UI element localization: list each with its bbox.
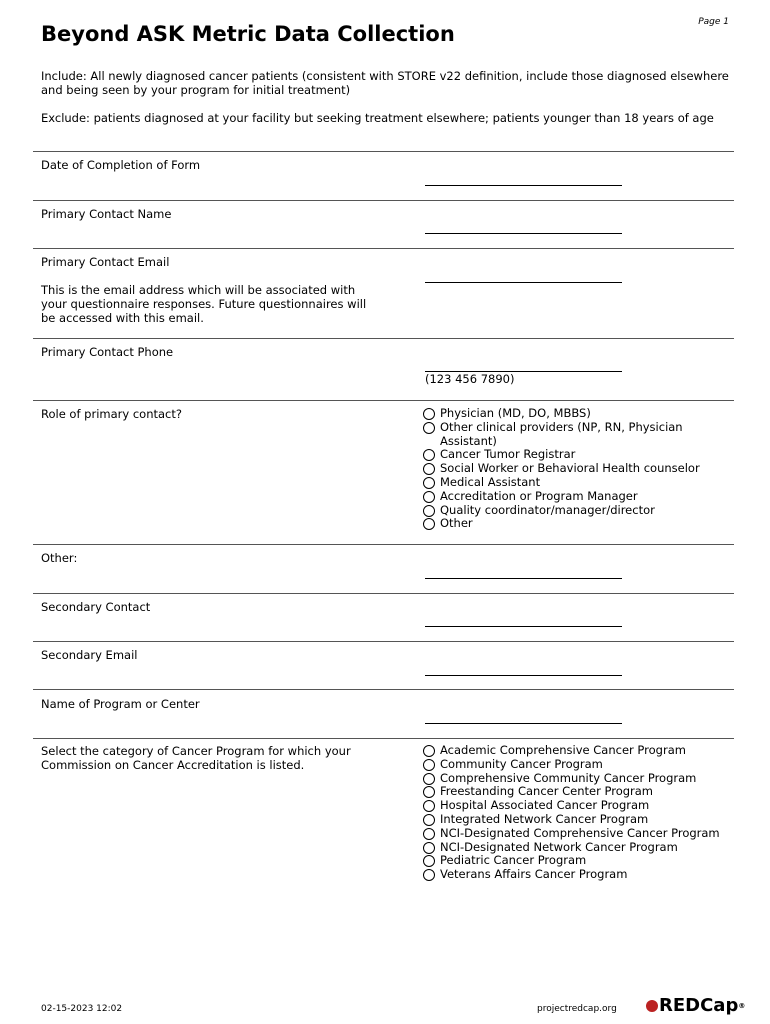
primary-email-label: Primary Contact Email [41,255,170,269]
footer-url: projectredcap.org [537,1004,617,1014]
redcap-logo [646,995,745,1016]
category-option[interactable]: NCI-Designated Comprehensive Cancer Program [423,827,733,841]
form-title: Beyond ASK Metric Data Collection [41,22,455,46]
radio-circle-icon[interactable] [423,828,435,840]
logo-text: REDCap [659,995,739,1016]
category-option[interactable]: Pediatric Cancer Program [423,854,733,868]
category-option[interactable]: Academic Comprehensive Cancer Program [423,744,733,758]
category-option[interactable]: Freestanding Cancer Center Program [423,785,733,799]
role-option[interactable]: Cancer Tumor Registrar [423,448,733,462]
phone-format-hint: (123 456 7890) [425,372,515,386]
page-number: Page 1 [698,17,729,27]
divider [33,338,734,339]
category-option[interactable]: Comprehensive Community Cancer Program [423,772,733,786]
secondary-email-label: Secondary Email [41,648,138,662]
role-radio-group [423,407,733,531]
program-name-label: Name of Program or Center [41,697,200,711]
radio-circle-icon[interactable] [423,463,435,475]
primary-email-note: This is the email address which will be associated with your questionnaire responses. Future questionnaires will be accessed with this email. [41,283,367,325]
category-option[interactable]: Veterans Affairs Cancer Program [423,868,733,882]
radio-circle-icon[interactable] [423,773,435,785]
secondary-contact-label: Secondary Contact [41,600,151,614]
divider [33,248,734,249]
category-option[interactable]: Hospital Associated Cancer Program [423,799,733,813]
primary-email-field[interactable] [425,282,622,283]
footer-timestamp: 02-15-2023 12:02 [41,1004,123,1014]
category-option[interactable]: NCI-Designated Network Cancer Program [423,841,733,855]
include-criteria: Include: All newly diagnosed cancer patients (consistent with STORE v22 definition, include those diagnosed elsewhere and being seen by your program for initial treatment) [41,69,729,97]
radio-circle-icon[interactable] [423,745,435,757]
date-completion-label: Date of Completion of Form [41,158,201,172]
radio-circle-icon[interactable] [423,842,435,854]
divider [33,689,734,690]
category-option[interactable]: Integrated Network Cancer Program [423,813,733,827]
primary-name-field[interactable] [425,233,622,234]
role-option[interactable]: Medical Assistant [423,476,733,490]
other-field[interactable] [425,578,622,579]
radio-circle-icon[interactable] [423,869,435,881]
role-option[interactable]: Quality coordinator/manager/director [423,504,733,518]
role-option[interactable]: Social Worker or Behavioral Health counselor [423,462,733,476]
radio-circle-icon[interactable] [423,518,435,530]
role-option[interactable]: Physician (MD, DO, MBBS) [423,407,733,421]
exclude-criteria: Exclude: patients diagnosed at your facility but seeking treatment elsewhere; patients younger than 18 years of age [41,111,714,125]
redcap-logo-icon [646,1000,658,1012]
divider [33,544,734,545]
date-completion-field[interactable] [425,185,622,186]
secondary-email-field[interactable] [425,675,622,676]
radio-circle-icon[interactable] [423,814,435,826]
role-option[interactable]: Other [423,517,733,531]
other-label: Other: [41,551,78,565]
registered-mark: ® [738,1001,746,1010]
radio-circle-icon[interactable] [423,505,435,517]
divider [33,593,734,594]
program-name-field[interactable] [425,723,622,724]
divider [33,400,734,401]
category-radio-group [423,744,733,882]
divider [33,200,734,201]
radio-circle-icon[interactable] [423,449,435,461]
radio-circle-icon[interactable] [423,408,435,420]
role-option[interactable]: Accreditation or Program Manager [423,490,733,504]
divider [33,641,734,642]
radio-circle-icon[interactable] [423,422,435,434]
role-option[interactable]: Other clinical providers (NP, RN, Physician Assistant) [423,421,733,449]
category-option[interactable]: Community Cancer Program [423,758,733,772]
primary-name-label: Primary Contact Name [41,207,172,221]
radio-circle-icon[interactable] [423,855,435,867]
primary-phone-label: Primary Contact Phone [41,345,174,359]
radio-circle-icon[interactable] [423,786,435,798]
radio-circle-icon[interactable] [423,800,435,812]
role-label: Role of primary contact? [41,407,182,421]
secondary-contact-field[interactable] [425,626,622,627]
radio-circle-icon[interactable] [423,491,435,503]
divider [33,151,734,152]
radio-circle-icon[interactable] [423,759,435,771]
category-label: Select the category of Cancer Program for which your Commission on Cancer Accreditation is listed. [41,744,351,772]
radio-circle-icon[interactable] [423,477,435,489]
divider [33,738,734,739]
